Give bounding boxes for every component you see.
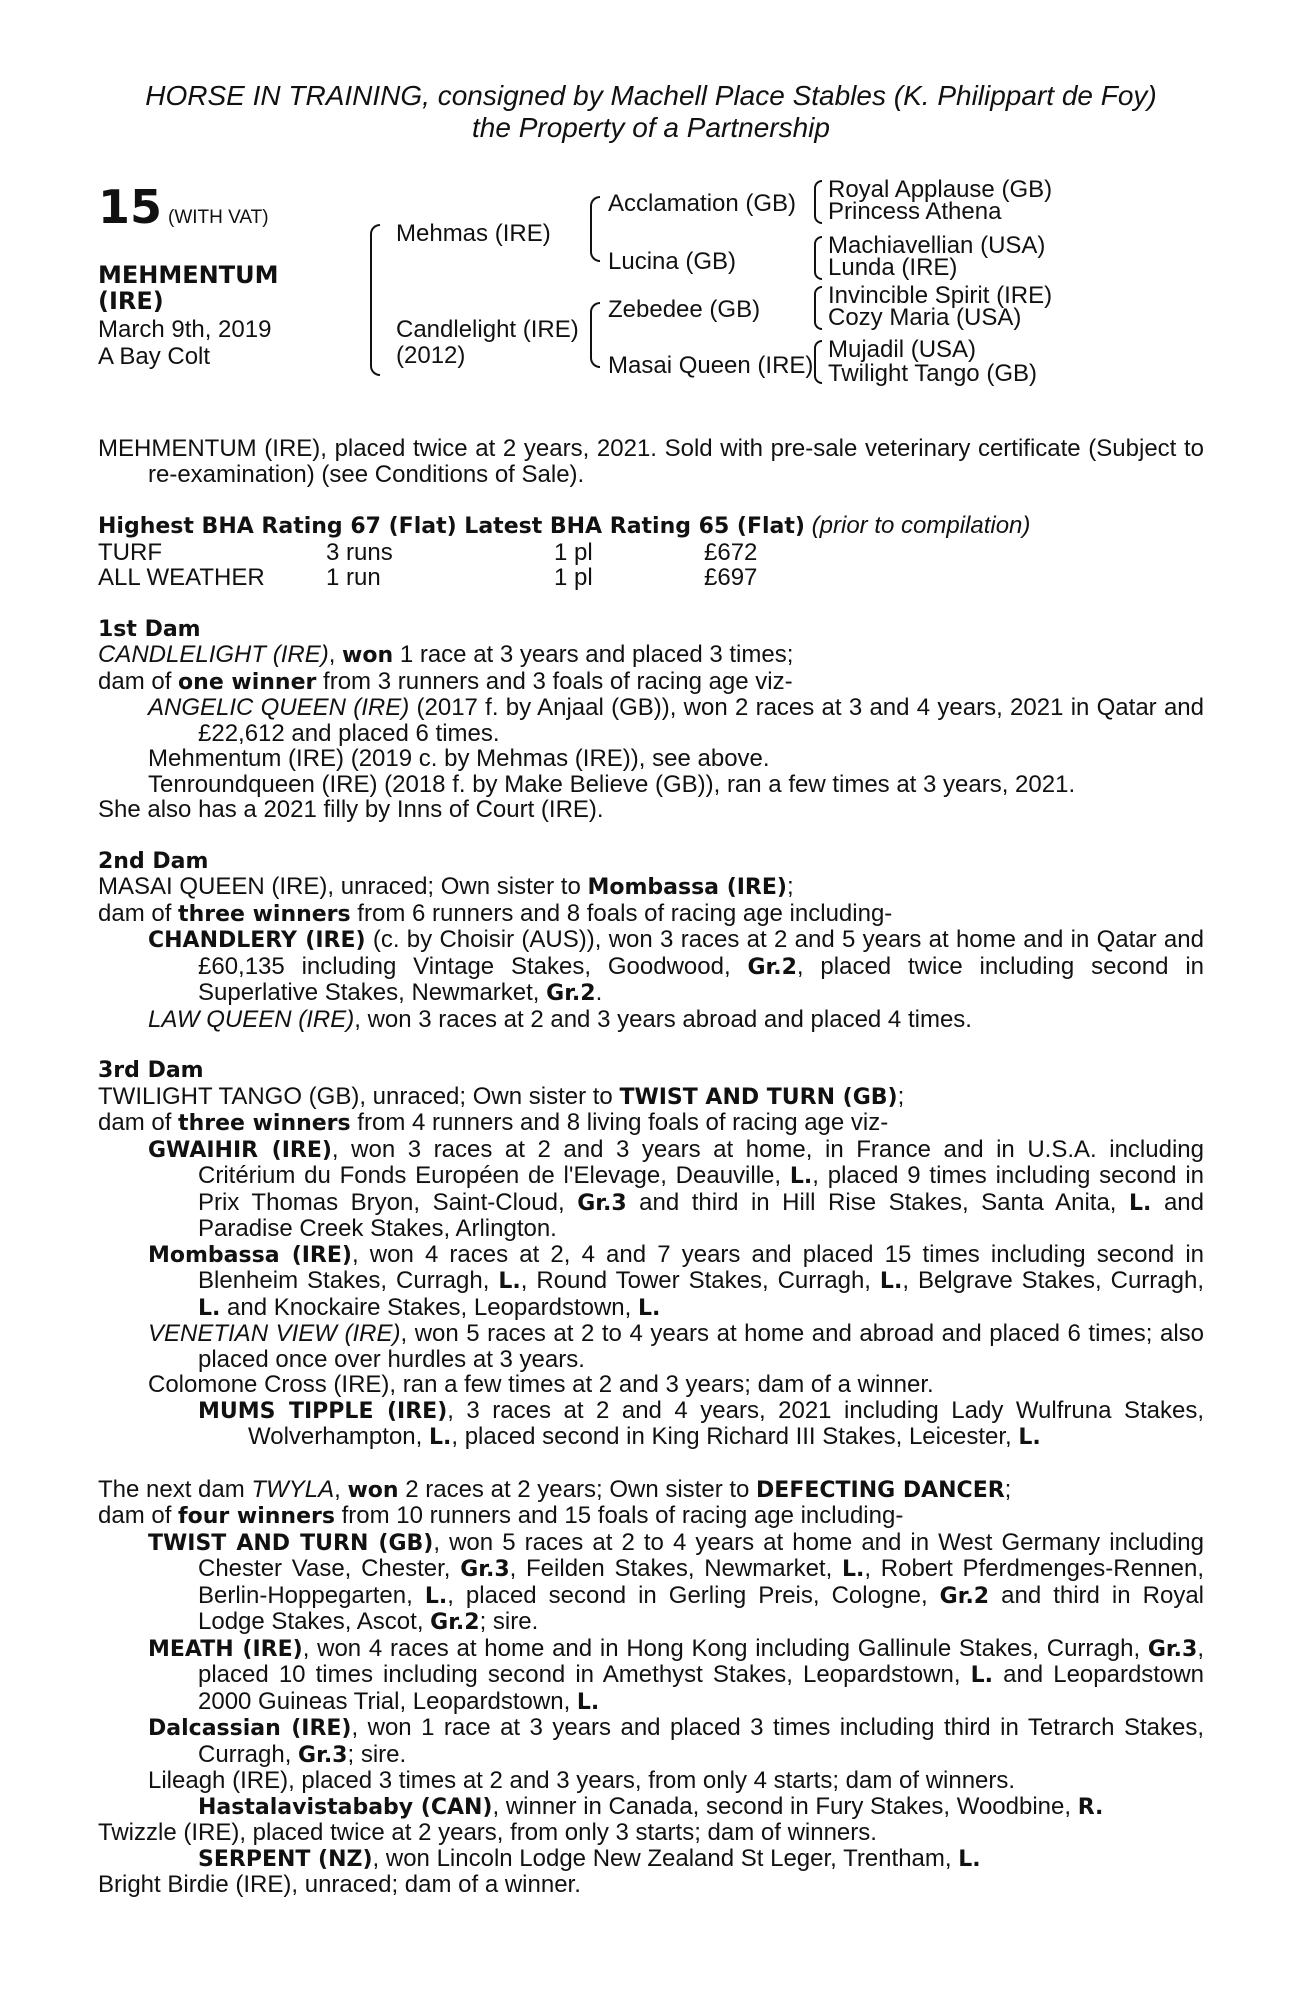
sire: Mehmas (IRE) bbox=[396, 220, 551, 247]
sire-sire: Acclamation (GB) bbox=[608, 190, 797, 217]
sd-dam: Lunda (IRE) bbox=[828, 254, 958, 281]
produce-serpent: SERPENT (NZ), won Lincoln Lodge New Zealand St Leger, Trentham, L. bbox=[198, 1844, 981, 1872]
ss-sire: Royal Applause (GB) bbox=[828, 176, 1053, 203]
horse-name-line-1: MEHMENTUM bbox=[98, 261, 279, 289]
horse-info bbox=[98, 316, 271, 370]
intro-paragraph: MEHMENTUM (IRE), placed twice at 2 years, 2021. Sold with pre-sale veterinary certificate (Subject to re-examination) (see Conditions of Sale). bbox=[98, 435, 1204, 488]
first-dam-line-2: dam of one winner from 3 runners and 3 foals of racing age viz- bbox=[98, 667, 793, 695]
dam-line-brace bbox=[590, 302, 600, 368]
g3-brace-4 bbox=[814, 340, 822, 384]
rating-block bbox=[98, 513, 1204, 591]
rating-line bbox=[98, 513, 1204, 540]
stat-runs: 1 run bbox=[326, 564, 381, 591]
stat-row-turf bbox=[98, 540, 1204, 566]
horse-dob: March 9th, 2019 bbox=[98, 316, 272, 343]
produce-mums-tipple: MUMS TIPPLE (IRE), 3 races at 2 and 4 years, 2021 including Lady Wulfruna Stakes, Wolverhampton, L., placed second in King Richard III Stakes, Leicester, L. bbox=[198, 1396, 1204, 1450]
next-dam-line-2: dam of four winners from 10 runners and 15 foals of racing age including- bbox=[98, 1502, 904, 1529]
horse-name bbox=[98, 262, 278, 314]
stat-placed: 1 pl bbox=[554, 564, 593, 591]
produce-twist-and-turn: TWIST AND TURN (GB), won 5 races at 2 to 4 years at home and in West Germany including Chester Vase, Chester, Gr.3, Feilden Stakes, Newmarket, L., Robert Pferdmenges-Rennen, Berlin-Hoppegarten, L., placed second in Gerling Preis, Cologne, Gr.2 and third in Royal Lodge Stakes, Ascot, Gr.2; sire. bbox=[148, 1528, 1205, 1635]
g3-brace-3 bbox=[814, 286, 822, 330]
dam-dam: Masai Queen (IRE) bbox=[608, 352, 814, 379]
second-dam-line-1: MASAI QUEEN (IRE), unraced; Own sister to Mombassa (IRE); bbox=[98, 873, 794, 900]
produce-bright-birdie: Bright Birdie (IRE), unraced; dam of a winner. bbox=[98, 1871, 581, 1898]
dam: Candlelight (IRE) bbox=[396, 316, 579, 343]
produce-meath: MEATH (IRE), won 4 races at home and in Hong Kong including Gallinule Stakes, Curragh, Gr.3, placed 10 times including second in Amethyst Stakes, Leopardstown, L. and Leopardstown 2000 Guineas Trial, Leopardstown, L. bbox=[148, 1634, 1205, 1715]
produce-twizzle: Twizzle (IRE), placed twice at 2 years, from only 3 starts; dam of winners. bbox=[98, 1819, 877, 1846]
sire-dam-brace bbox=[370, 224, 380, 376]
produce-colomone-cross: Colomone Cross (IRE), ran a few times at 2 and 3 years; dam of a winner. bbox=[148, 1371, 934, 1398]
g3-brace-2 bbox=[814, 236, 822, 280]
sire-line-brace bbox=[590, 196, 600, 262]
header-line-2: the Property of a Partnership bbox=[472, 112, 830, 143]
stat-surface: ALL WEATHER bbox=[98, 564, 265, 591]
ds-sire: Invincible Spirit (IRE) bbox=[828, 282, 1053, 309]
produce-tenroundqueen: Tenroundqueen (IRE) (2018 f. by Make Believe (GB)), ran a few times at 3 years, 2021. bbox=[148, 770, 1076, 798]
produce-mehmentum: Mehmentum (IRE) (2019 c. by Mehmas (IRE)), see above. bbox=[148, 745, 770, 772]
dam-sire: Zebedee (GB) bbox=[608, 296, 761, 323]
page-header bbox=[98, 80, 1204, 144]
stat-row-aw bbox=[98, 565, 1204, 591]
produce-hastalavistababy: Hastalavistababy (CAN), winner in Canada, second in Fury Stakes, Woodbine, R. bbox=[198, 1792, 1104, 1820]
produce-gwaihir: GWAIHIR (IRE), won 3 races at 2 and 3 years at home, in France and in U.S.A. including Critérium du Fonds Européen de l'Elevage, Deauville, L., placed 9 times including second in Prix Thomas Bryon, Saint-Cloud, Gr.3 and third in Hill Rise Stakes, Santa Anita, L. and Paradise Creek Stakes, Arlington. bbox=[148, 1135, 1205, 1242]
dd-sire: Mujadil (USA) bbox=[828, 336, 977, 363]
first-dam-line-1: CANDLELIGHT (IRE), won 1 race at 3 years and placed 3 times; bbox=[98, 641, 794, 668]
stat-surface: TURF bbox=[98, 538, 162, 566]
vat-note: (WITH VAT) bbox=[168, 207, 269, 228]
horse-description: A Bay Colt bbox=[98, 343, 211, 370]
stat-prize: £672 bbox=[704, 538, 758, 566]
sd-sire: Machiavellian (USA) bbox=[828, 232, 1046, 259]
third-dam-line-1: TWILIGHT TANGO (GB), unraced; Own sister to TWIST AND TURN (GB); bbox=[98, 1082, 905, 1110]
ss-dam: Princess Athena bbox=[828, 198, 1002, 225]
dam-year: (2012) bbox=[396, 342, 466, 369]
next-dam-line-1: The next dam TWYLA, won 2 races at 2 years; Own sister to DEFECTING DANCER; bbox=[98, 1475, 1012, 1503]
stat-prize: £697 bbox=[704, 564, 758, 591]
produce-chandlery: CHANDLERY (IRE) (c. by Choisir (AUS)), won 3 races at 2 and 5 years at home and in Qatar and £60,135 including Vintage Stakes, Goodwood, Gr.2, placed twice including second in Superlative Stakes, Newmarket, Gr.2. bbox=[148, 926, 1204, 1006]
lot-number: 15 bbox=[98, 180, 163, 234]
catalogue-body bbox=[98, 436, 1204, 1898]
first-dam-heading: 1st Dam bbox=[98, 616, 201, 642]
produce-lileagh: Lileagh (IRE), placed 3 times at 2 and 3 years, from only 4 starts; dam of winners. bbox=[148, 1767, 1016, 1794]
second-dam-heading: 2nd Dam bbox=[98, 848, 209, 874]
rating-bold: Highest BHA Rating 67 (Flat) Latest BHA Rating 65 (Flat) bbox=[98, 514, 805, 539]
produce-dalcassian: Dalcassian (IRE), won 1 race at 3 years and placed 3 times including third in Tetrarch Stakes, Curragh, Gr.3; sire. bbox=[148, 1714, 1205, 1768]
third-dam-heading: 3rd Dam bbox=[98, 1058, 204, 1083]
produce-venetian-view: VENETIAN VIEW (IRE), won 5 races at 2 to 4 years at home and abroad and placed 6 times; also placed once over hurdles at 3 years. bbox=[148, 1320, 1204, 1373]
stat-runs: 3 runs bbox=[326, 538, 393, 566]
horse-name-line-2: (IRE) bbox=[98, 287, 164, 315]
produce-angelic-queen: ANGELIC QUEEN (IRE) (2017 f. by Anjaal (GB)), won 2 races at 3 and 4 years, 2021 in Qatar and £22,612 and placed 6 times. bbox=[148, 694, 1204, 747]
produce-mombassa: Mombassa (IRE), won 4 races at 2, 4 and 7 years and placed 15 times including second in Blenheim Stakes, Curragh, L., Round Tower Stakes, Curragh, L., Belgrave Stakes, Curragh, L. and Knockaire Stakes, Leopardstown, L. bbox=[148, 1240, 1205, 1321]
stat-placed: 1 pl bbox=[554, 538, 593, 566]
lot-number-block bbox=[98, 180, 269, 234]
g3-brace-1 bbox=[814, 180, 822, 224]
dd-dam: Twilight Tango (GB) bbox=[828, 360, 1037, 387]
pedigree-block bbox=[98, 176, 1248, 406]
rating-note: (prior to compilation) bbox=[811, 512, 1031, 539]
sire-dam: Lucina (GB) bbox=[608, 248, 737, 275]
ds-dam: Cozy Maria (USA) bbox=[828, 304, 1022, 331]
produce-law-queen: LAW QUEEN (IRE), won 3 races at 2 and 3 years abroad and placed 4 times. bbox=[148, 1005, 972, 1033]
header-line-1: HORSE IN TRAINING, consigned by Machell Place Stables (K. Philippart de Foy) bbox=[145, 80, 1157, 111]
second-dam-line-2: dam of three winners from 6 runners and 8 foals of racing age including- bbox=[98, 899, 893, 927]
third-dam-line-2: dam of three winners from 4 runners and 8 living foals of racing age viz- bbox=[98, 1109, 889, 1136]
produce-2021-filly: She also has a 2021 filly by Inns of Court (IRE). bbox=[98, 796, 604, 823]
